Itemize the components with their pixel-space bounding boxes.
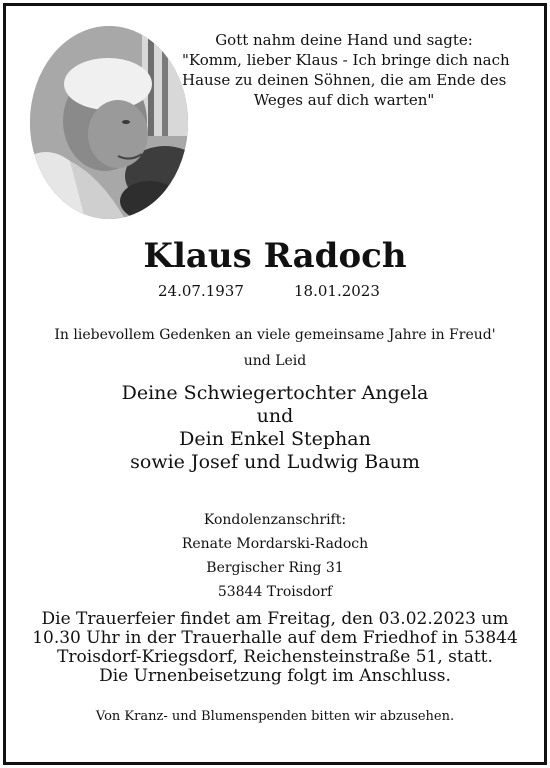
condolence-address [0,508,550,604]
quote-line: Gott nahm deine Hand und sagte: [215,31,473,49]
quote-line: "Komm, lieber Klaus - Ich bringe dich nach [182,51,510,69]
life-dates [0,282,550,302]
death-date: 18.01.2023 [294,282,380,300]
mourner-line: Dein Enkel Stephan [179,428,371,450]
funeral-details [0,610,550,686]
flowers-note: Von Kranz- und Blumenspenden bitten wir abzusehen. [95,709,455,724]
quote-verse [182,30,510,110]
mourner-line: sowie Josef und Ludwig Baum [130,451,420,473]
quote-line: Weges auf dich warten" [253,91,435,109]
deceased-name: Klaus Radoch [143,236,407,276]
ceremony-line: Troisdorf-Kriegsdorf, Reichensteinstraße 51, statt. [57,647,493,667]
ceremony-line: 10.30 Uhr in der Trauerhalle auf dem Friedhof in 53844 [32,628,518,648]
quote-line: Hause zu deinen Söhnen, die am Ende des [182,71,507,89]
address-heading: Kondolenzanschrift: [203,512,347,528]
address-city: 53844 Troisdorf [217,584,333,600]
memorial-text [30,322,520,374]
ceremony-line: Die Urnenbeisetzung folgt im Anschluss. [99,666,451,686]
portrait-photo [30,26,188,219]
birth-date: 24.07.1937 [158,282,244,300]
mourner-line: Deine Schwiegertochter Angela [121,382,429,404]
ceremony-line: Die Trauerfeier findet am Freitag, den 03.02.2023 um [41,609,509,629]
memorial-line: In liebevollem Gedenken an viele gemeinsame Jahre in Freud' [54,327,496,343]
address-name: Renate Mordarski-Radoch [181,536,369,552]
mourners-list [0,382,550,474]
mourner-line: und [256,405,294,427]
memorial-line: und Leid [243,353,307,369]
address-street: Bergischer Ring 31 [206,560,344,576]
